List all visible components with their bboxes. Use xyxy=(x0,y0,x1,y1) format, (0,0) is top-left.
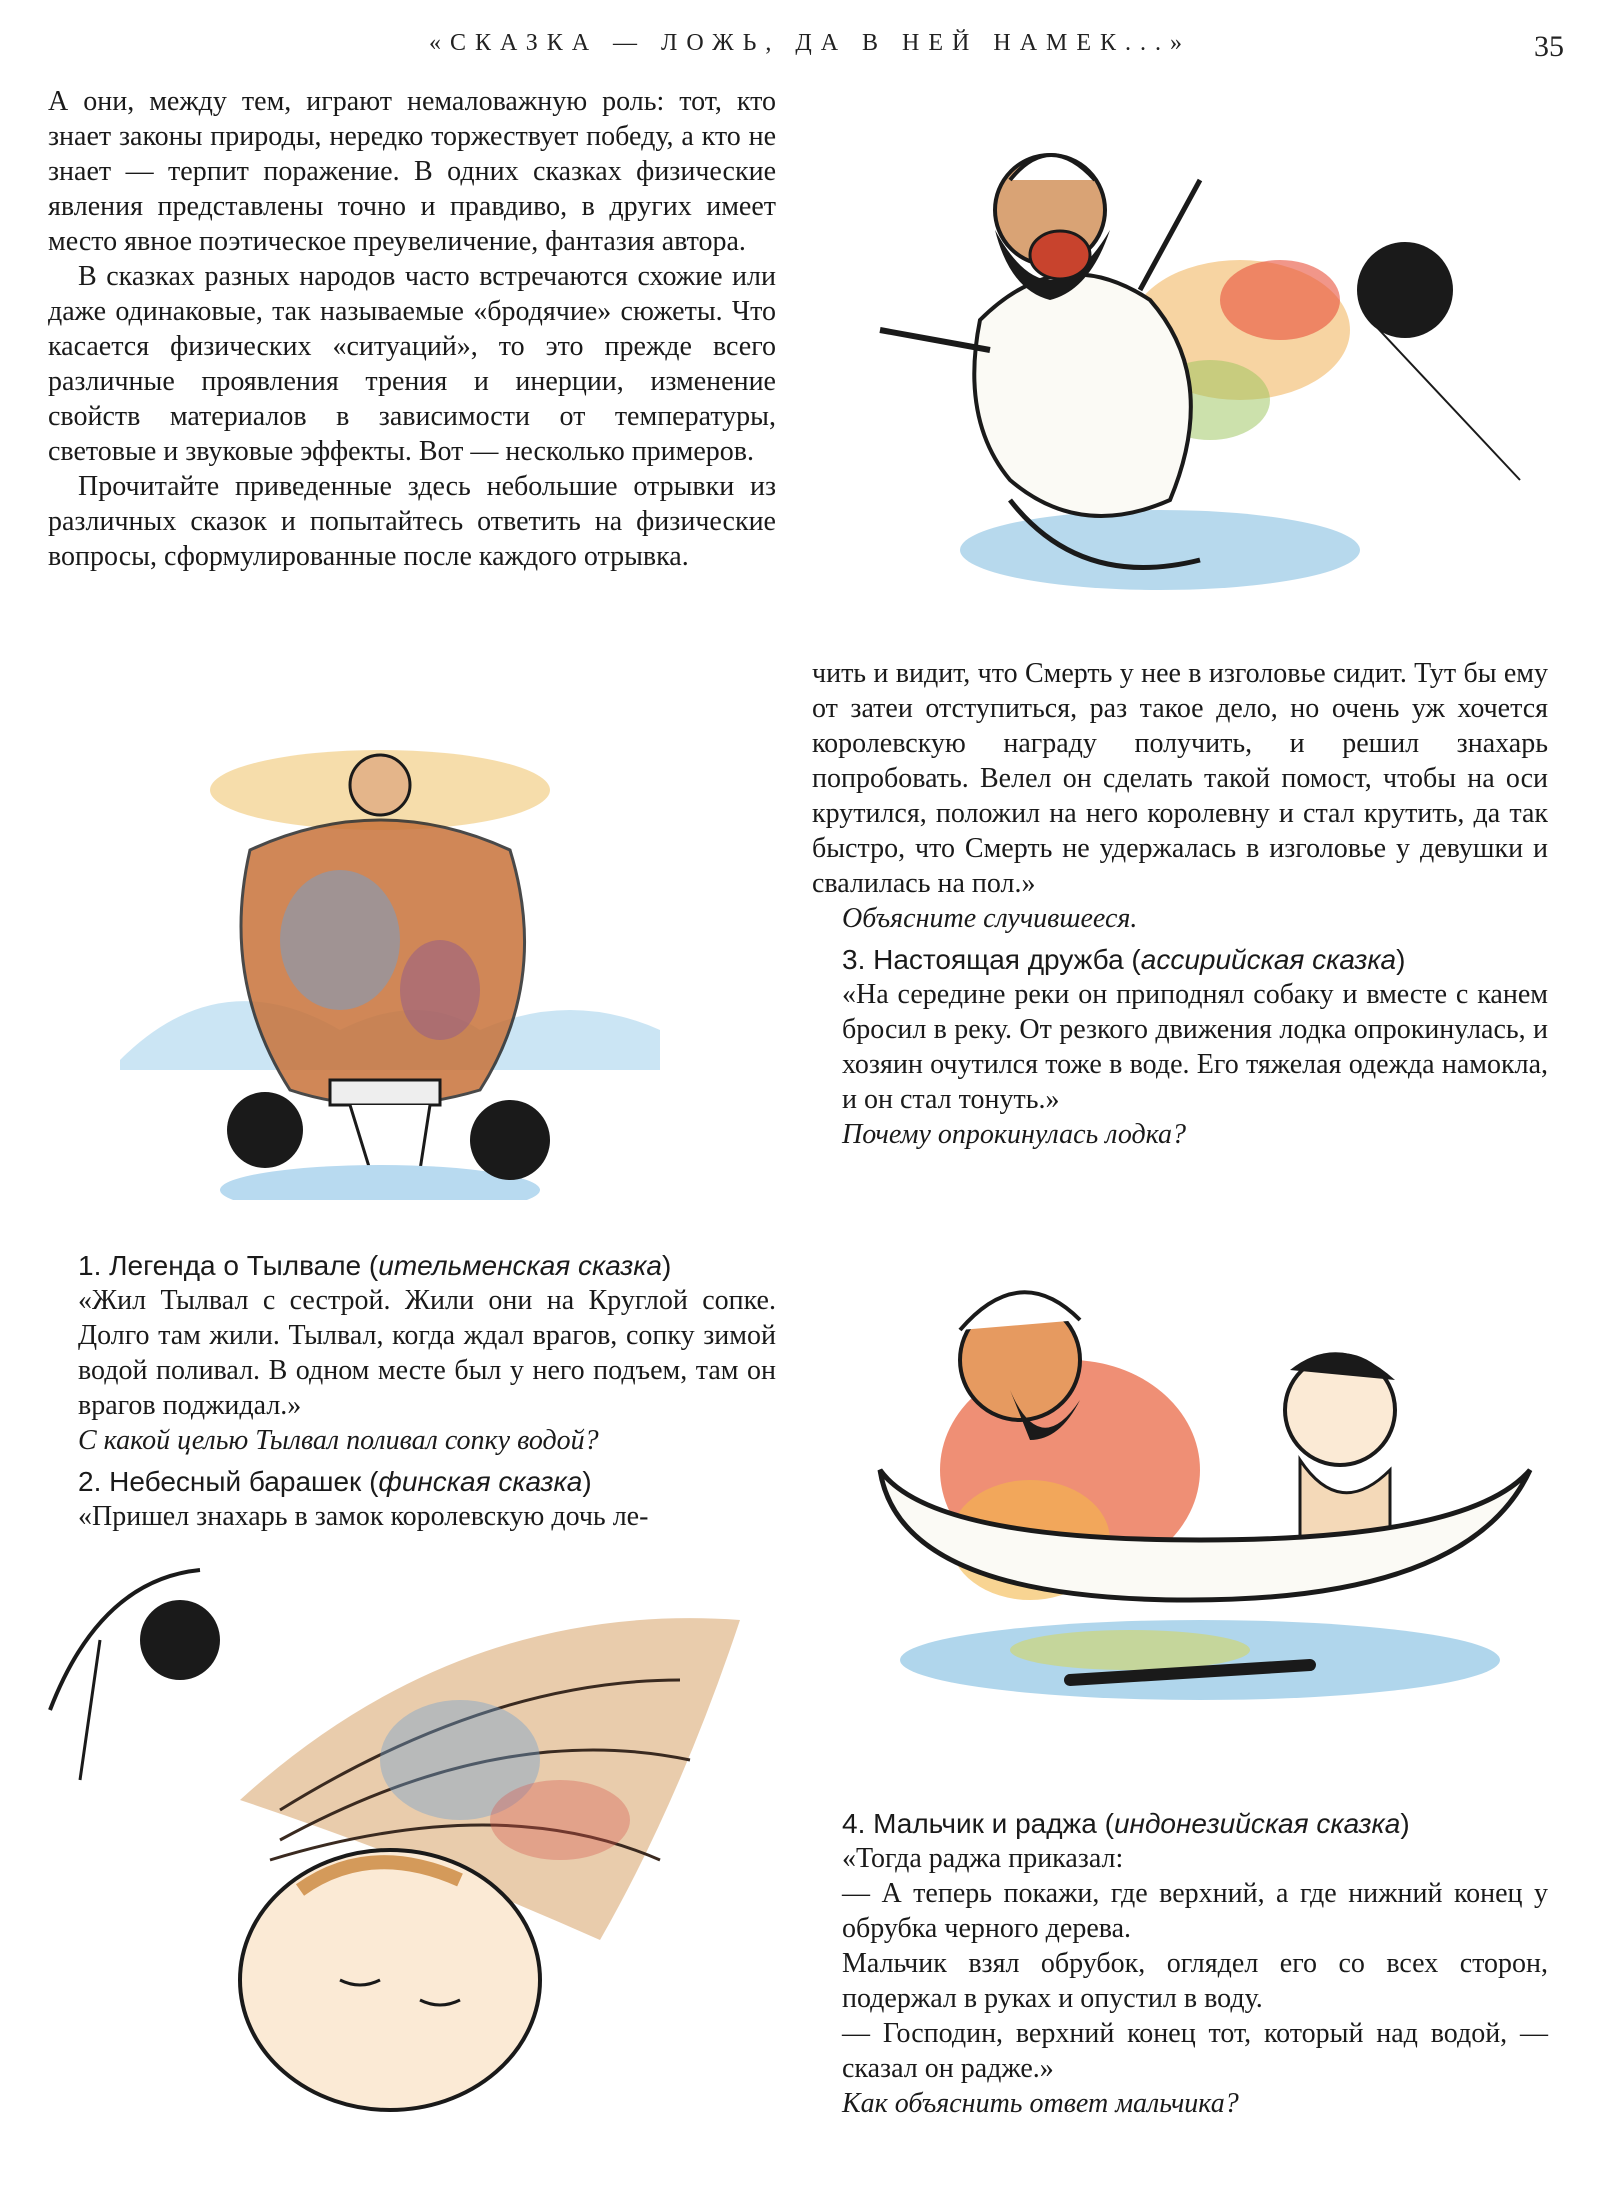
bearded-man-flying-illustration xyxy=(860,120,1540,620)
intro-paragraph-2: В сказках разных народов часто встречаются схожие или даже одинаковые, так называемые «бродячие» сюжеты. Что касается физических «ситуаций», то это прежде всего различные проявления трения и инерции, изменение свойств материалов в зависимости от температуры, световые и звуковые эффекты. Вот — несколько примеров. xyxy=(48,261,776,467)
tale-1-block xyxy=(48,1242,776,1534)
intro-text xyxy=(48,84,776,574)
tale-4-block xyxy=(812,1800,1548,2121)
tale-1-question: С какой целью Тылвал поливал сопку водой? xyxy=(78,1425,599,1456)
tale-3-title: 3. Настоящая дружба xyxy=(842,944,1124,975)
tale-4-line-2: — А теперь покажи, где верхний, а где нижний конец у обрубка черного дерева. xyxy=(842,1878,1548,1944)
tale-4-heading: 4. Мальчик и раджа (индонезийская сказка) xyxy=(842,1808,1410,1839)
tale-4-title: 4. Мальчик и раджа xyxy=(842,1808,1097,1839)
death-and-sleeping-girl-illustration xyxy=(40,1560,760,2160)
tale-2-origin: финская сказка xyxy=(378,1466,583,1497)
tale-2-text-start: «Пришел знахарь в замок королевскую дочь ле- xyxy=(78,1501,649,1532)
intro-paragraph-3: Прочитайте приведенные здесь небольшие отрывки из различных сказок и попытайтесь ответить на физические вопросы, сформулированные после каждого отрывка. xyxy=(48,471,776,572)
tale-1-text: «Жил Тылвал с сестрой. Жили они на Круглой сопке. Долго там жили. Тылвал, когда ждал врагов, сопку зимой водой поливал. В одном месте был у него подъем, там он врагов поджидал.» xyxy=(78,1285,776,1421)
man-and-boy-in-boat-illustration xyxy=(870,1240,1550,1720)
tale-2-heading: 2. Небесный барашек (финская сказка) xyxy=(78,1466,592,1497)
tale-1-origin: ительменская сказка xyxy=(378,1250,662,1281)
tale-4-origin: индонезийская сказка xyxy=(1113,1808,1401,1839)
tale-1-heading: 1. Легенда о Тылвале (ительменская сказка) xyxy=(78,1250,672,1281)
tale-3-text: «На середине реки он приподнял собаку и вместе с канем бросил в реку. От резкого движения лодка опрокинулась, и хозяин очутился тоже в воде. Его тяжелая одежда намокла, и он стал тонуть.» xyxy=(842,979,1548,1115)
page-number: 35 xyxy=(1534,30,1564,63)
giant-with-kettlebells-illustration xyxy=(100,730,720,1200)
tale-4-line-3: Мальчик взял обрубок, оглядел его со всех сторон, подержал в руках и опустил в воду. xyxy=(842,1948,1548,2014)
intro-paragraph-1: А они, между тем, играют немаловажную роль: тот, кто знает законы природы, нередко торжествует победу, а кто не знает — терпит поражение. В одних сказках физические явления представлены точно и правдиво, в других имеет место явное поэтическое преувеличение, фантазия автора. xyxy=(48,86,776,257)
tale-2-question: Объясните случившееся. xyxy=(842,903,1138,934)
tale-1-title: 1. Легенда о Тылвале xyxy=(78,1250,362,1281)
tale-4-question: Как объяснить ответ мальчика? xyxy=(842,2088,1239,2119)
tale-2-title: 2. Небесный барашек xyxy=(78,1466,362,1497)
tale-3-question: Почему опрокинулась лодка? xyxy=(842,1119,1187,1150)
tale-4-line-4: — Господин, верхний конец тот, который над водой, — сказал он радже.» xyxy=(842,2018,1548,2084)
tale-2-3-block xyxy=(812,656,1548,1152)
tale-3-origin: ассирийская сказка xyxy=(1140,944,1397,975)
tale-3-heading: 3. Настоящая дружба (ассирийская сказка) xyxy=(842,944,1406,975)
running-title: «СКАЗКА — ЛОЖЬ, ДА В НЕЙ НАМЕК...» xyxy=(428,30,1192,56)
tale-4-line-1: «Тогда раджа приказал: xyxy=(842,1843,1124,1874)
tale-2-text-continued: чить и видит, что Смерть у нее в изголовье сидит. Тут бы ему от затеи отступиться, раз такое дело, но очень уж хочется королевскую награду получить, и решил знахарь попробовать. Велел он сделать такой помост, чтобы на оси крутился, положил на него королевну и стал крутить, да так быстро, что Смерть не удержалась в изголовье у девушки и свалилась на пол.» xyxy=(812,658,1548,899)
